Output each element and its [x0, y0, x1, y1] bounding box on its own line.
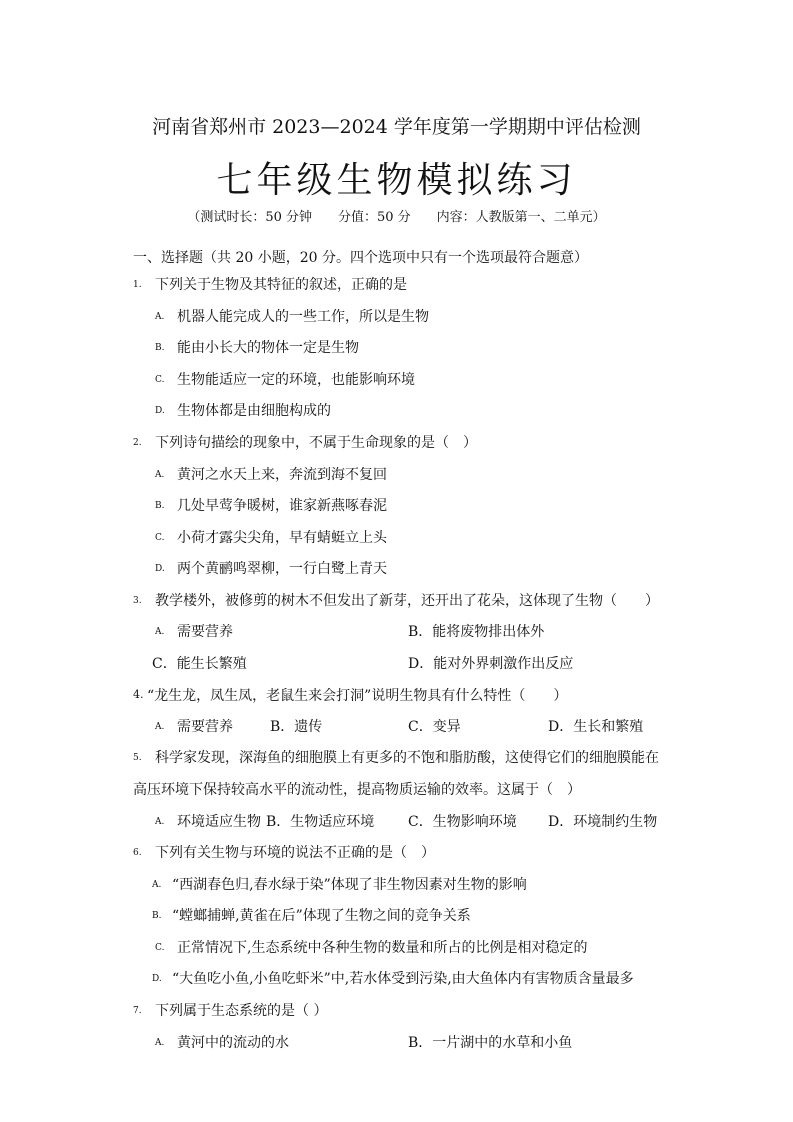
question-stem: 科学家发现，深海鱼的细胞膜上有更多的不饱和脂肪酸，这使得它们的细胞膜能在: [155, 750, 659, 766]
option-text: 正常情况下,生态系统中各种生物的数量和所占的比例是相对稳定的: [177, 940, 588, 956]
option-text: 生物能适应一定的环境，也能影响环境: [177, 372, 415, 388]
option-text: 环境适应生物: [177, 814, 261, 830]
option: [155, 939, 587, 957]
option-a: [155, 623, 233, 641]
option: [155, 339, 359, 357]
option-text: 小荷才露尖尖角，早有蜻蜓立上头: [177, 530, 387, 546]
option-text: 几处早莺争暖树，谁家新燕啄春泥: [177, 498, 387, 514]
option-b: B．遗传: [270, 719, 323, 735]
question-5: [133, 749, 659, 767]
option-letter: D.: [155, 564, 165, 574]
question-6: [133, 844, 435, 862]
option-d: D．能对外界刺激作出反应: [408, 656, 574, 672]
option: [152, 970, 634, 988]
option-letter: A.: [155, 1038, 165, 1048]
option: [155, 466, 387, 484]
option-text: “西湖春色归,春水绿于染”体现了非生物因素对生物的影响: [172, 877, 527, 893]
option-text: 黄河中的流动的水: [177, 1035, 289, 1051]
option-b: B．能将废物排出体外: [408, 624, 545, 640]
option-text: 黄河之水天上来，奔流到海不复回: [177, 467, 387, 483]
question-number: 1.: [133, 280, 142, 290]
question-stem: 下列诗句描绘的现象中，不属于生命现象的是（ ）: [155, 435, 477, 451]
option-a: [155, 718, 233, 736]
exam-info: （测试时长：50 分钟 分值：50 分 内容：人教版第一、二单元）: [187, 210, 606, 225]
option: [152, 907, 471, 925]
option-a: [155, 813, 261, 831]
question-number: 4.: [133, 688, 144, 701]
option-text: “大鱼吃小鱼,小鱼吃虾米”中,若水体受到污染,由大鱼体内有害物质含量最多: [172, 971, 634, 987]
option-a: [155, 1034, 289, 1052]
question-5-continued: 高压环境下保持较高水平的流动性，提高物质运输的效率。这属于（ ）: [133, 782, 581, 798]
option: [152, 876, 527, 894]
question-stem: 下列关于生物及其特征的叙述，正确的是: [155, 277, 407, 293]
option-text: 能由小长大的物体一定是生物: [177, 340, 359, 356]
question-7: [133, 1002, 327, 1020]
option-c: C．变异: [408, 719, 461, 735]
question-stem: “龙生龙，凤生凤，老鼠生来会打洞”说明生物具有什么特性（ ）: [147, 688, 568, 704]
option-letter: C.: [155, 943, 165, 953]
option-letter: A.: [155, 312, 165, 322]
section-heading: 一、选择题（共 20 小题，20 分。四个选项中只有一个选项最符合题意）: [133, 250, 588, 266]
exam-subject-title: 七年级生物模拟练习: [216, 160, 577, 201]
exam-title: 河南省郑州市 2023—2024 学年度第一学期期中评估检测: [152, 116, 641, 138]
option-letter: A.: [155, 627, 165, 637]
question-2: [133, 434, 477, 452]
option: [155, 560, 387, 578]
option-letter: B.: [155, 501, 165, 511]
question-3: [133, 592, 659, 610]
option: [155, 371, 415, 389]
option: [155, 529, 387, 547]
option-b: B．一片湖中的水草和小鱼: [408, 1035, 573, 1051]
question-number: 6.: [133, 848, 142, 858]
option-d: D．环境制约生物: [548, 814, 658, 830]
option-letter: A.: [155, 470, 165, 480]
option-text: “螳螂捕蝉,黄雀在后”体现了生物之间的竞争关系: [172, 908, 471, 924]
option-text: 两个黄鹂鸣翠柳，一行白鹭上青天: [177, 561, 387, 577]
option-d: D．生长和繁殖: [548, 719, 644, 735]
option: [155, 402, 331, 420]
question-stem: 下列有关生物与环境的说法不正确的是（ ）: [155, 845, 435, 861]
option-letter: A.: [155, 817, 165, 827]
option-letter: A.: [155, 722, 165, 732]
option-b: B．生物适应环境: [266, 814, 375, 830]
option-letter: C.: [155, 375, 165, 385]
option: [155, 308, 429, 326]
option-text: 机器人能完成人的一些工作，所以是生物: [177, 309, 429, 325]
option-c: C．能生长繁殖: [152, 656, 247, 672]
option-letter: D.: [152, 974, 162, 984]
option-letter: D.: [155, 406, 165, 416]
option-text: 需要营养: [177, 624, 233, 640]
question-1: [133, 276, 407, 294]
option: [155, 497, 387, 515]
question-number: 7.: [133, 1006, 142, 1016]
question-stem: 教学楼外，被修剪的树木不但发出了新芽，还开出了花朵，这体现了生物（ ）: [155, 593, 659, 609]
option-text: 需要营养: [177, 719, 233, 735]
option-c: C．生物影响环境: [408, 814, 517, 830]
option-letter: C.: [155, 533, 165, 543]
option-letter: A.: [152, 880, 162, 890]
question-4: [133, 686, 567, 705]
question-stem: 下列属于生态系统的是（ ）: [155, 1003, 328, 1019]
option-letter: B.: [155, 343, 165, 353]
question-number: 2.: [133, 438, 142, 448]
question-number: 3.: [133, 596, 142, 606]
option-text: 生物体都是由细胞构成的: [177, 403, 331, 419]
option-letter: B.: [152, 911, 162, 921]
question-number: 5.: [133, 753, 142, 763]
